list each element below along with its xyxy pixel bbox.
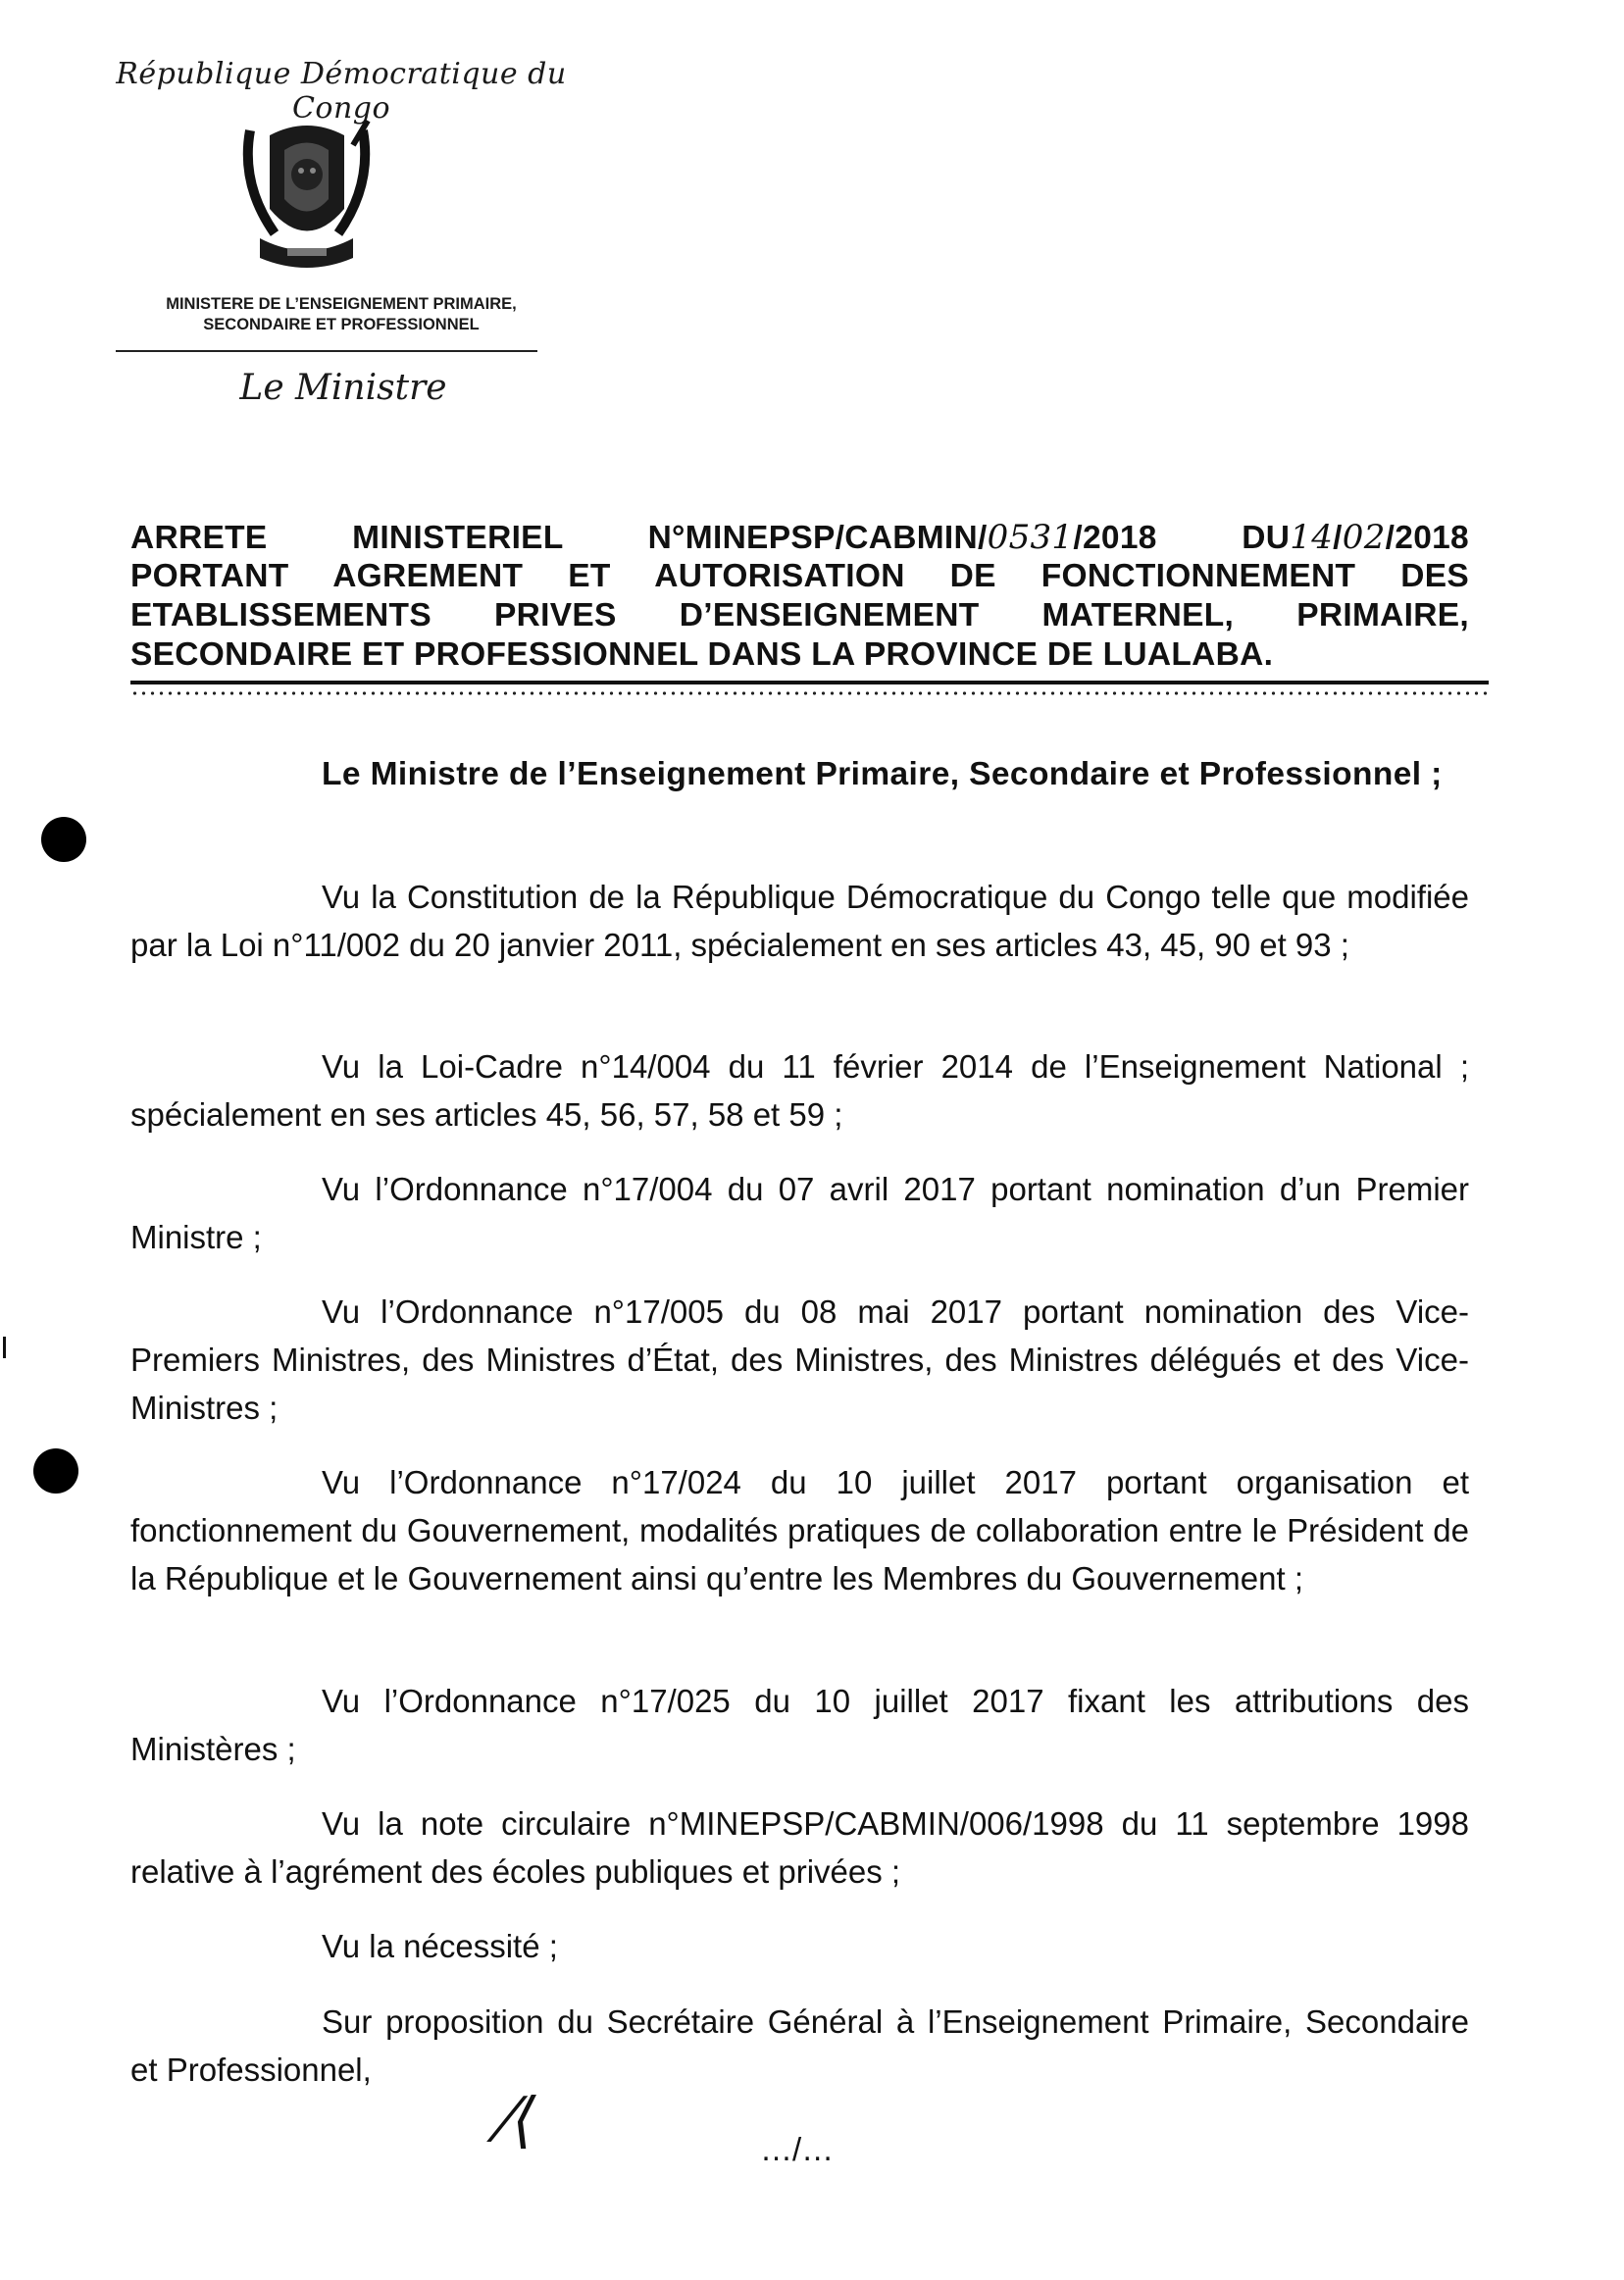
whereas-ordinance-17-025: Vu l’Ordonnance n°17/025 du 10 juillet 2017 fixant les attributions des Ministères ;: [130, 1683, 1469, 1767]
decree-date-day: 14: [1290, 518, 1334, 557]
title-word-arrete: ARRETE: [130, 520, 268, 556]
ministry-name-line2: SECONDAIRE ET PROFESSIONNEL: [203, 316, 480, 333]
title-word-ministeriel: MINISTERIEL: [352, 520, 563, 556]
title-underline-dotted: [130, 690, 1489, 696]
whereas-ordinance-17-004: Vu l’Ordonnance n°17/004 du 07 avril 2017 portant nomination d’un Premier Ministre ;: [130, 1171, 1469, 1255]
decree-number-suffix: /2018: [1073, 520, 1157, 556]
coat-of-arms-emblem: [230, 116, 382, 278]
whereas-ordinance-17-024: Vu l’Ordonnance n°17/024 du 10 juillet 2017 portant organisation et fonctionnement du Gouvernement, modalités pratiques de collaboration entre le Président de la République et le Gouvernement ainsi qu’entre les Membres du Gouvernement ;: [130, 1464, 1469, 1596]
whereas-ordinance-17-005: Vu l’Ordonnance n°17/005 du 08 mai 2017 portant nomination des Vice-Premiers Ministres, des Ministres d’État, des Ministres, des Ministres délégués et des Vice-Ministres ;: [130, 1293, 1469, 1426]
whereas-framework-law: Vu la Loi-Cadre n°14/004 du 11 février 2014 de l’Enseignement National ; spécialement en ses articles 45, 56, 57, 58 et 59 ;: [130, 1048, 1469, 1133]
whereas-constitution: Vu la Constitution de la République Démocratique du Congo telle que modifiée par la Loi n°11/002 du 20 janvier 2011, spécialement en ses articles 43, 45, 90 et 93 ;: [130, 879, 1469, 963]
decree-date-suffix: /2018: [1385, 520, 1469, 556]
decree-date-month: 02: [1342, 518, 1386, 557]
punch-hole-upper: [41, 817, 86, 862]
republic-heading: République Démocratique du Congo: [116, 57, 567, 126]
title-line-3: ETABLISSEMENTS PRIVES D’ENSEIGNEMENT MATERNEL, PRIMAIRE,: [130, 597, 1469, 633]
page-continuation: …/…: [760, 2131, 835, 2167]
decree-date-prefix: DU: [1242, 520, 1291, 556]
signatory-title: Le Ministre: [239, 368, 447, 408]
whereas-necessity: Vu la nécessité ;: [322, 1928, 558, 1964]
decree-number-handwritten: 0531: [987, 518, 1074, 557]
paraph-initials: ⁄⟨: [502, 2084, 536, 2155]
decree-date: DU14/02/2018: [1242, 518, 1469, 557]
decree-number-prefix: N°MINEPSP/CABMIN/: [647, 520, 988, 556]
ministry-name-line1: MINISTERE DE L’ENSEIGNEMENT PRIMAIRE,: [166, 295, 517, 313]
decree-number: [648, 520, 1157, 556]
header-divider: [116, 350, 537, 352]
punch-hole-lower: [33, 1448, 78, 1494]
on-proposal: Sur proposition du Secrétaire Général à l’Enseignement Primaire, Secondaire et Professionnel,: [130, 2003, 1469, 2088]
title-line-1: [130, 518, 1469, 558]
ministry-name: [106, 294, 577, 335]
preamble-minister: Le Ministre de l’Enseignement Primaire, Secondaire et Professionnel ;: [322, 756, 1443, 792]
scan-edge-mark: [3, 1337, 6, 1358]
title-line-2: PORTANT AGREMENT ET AUTORISATION DE FONCTIONNEMENT DES: [130, 558, 1469, 594]
whereas-circular-note: Vu la note circulaire n°MINEPSP/CABMIN/006/1998 du 11 septembre 1998 relative à l’agrément des écoles publiques et privées ;: [130, 1805, 1469, 1890]
title-line-4: SECONDAIRE ET PROFESSIONNEL DANS LA PROVINCE DE LUALABA.: [130, 636, 1274, 673]
title-underline-thick: [130, 681, 1489, 684]
